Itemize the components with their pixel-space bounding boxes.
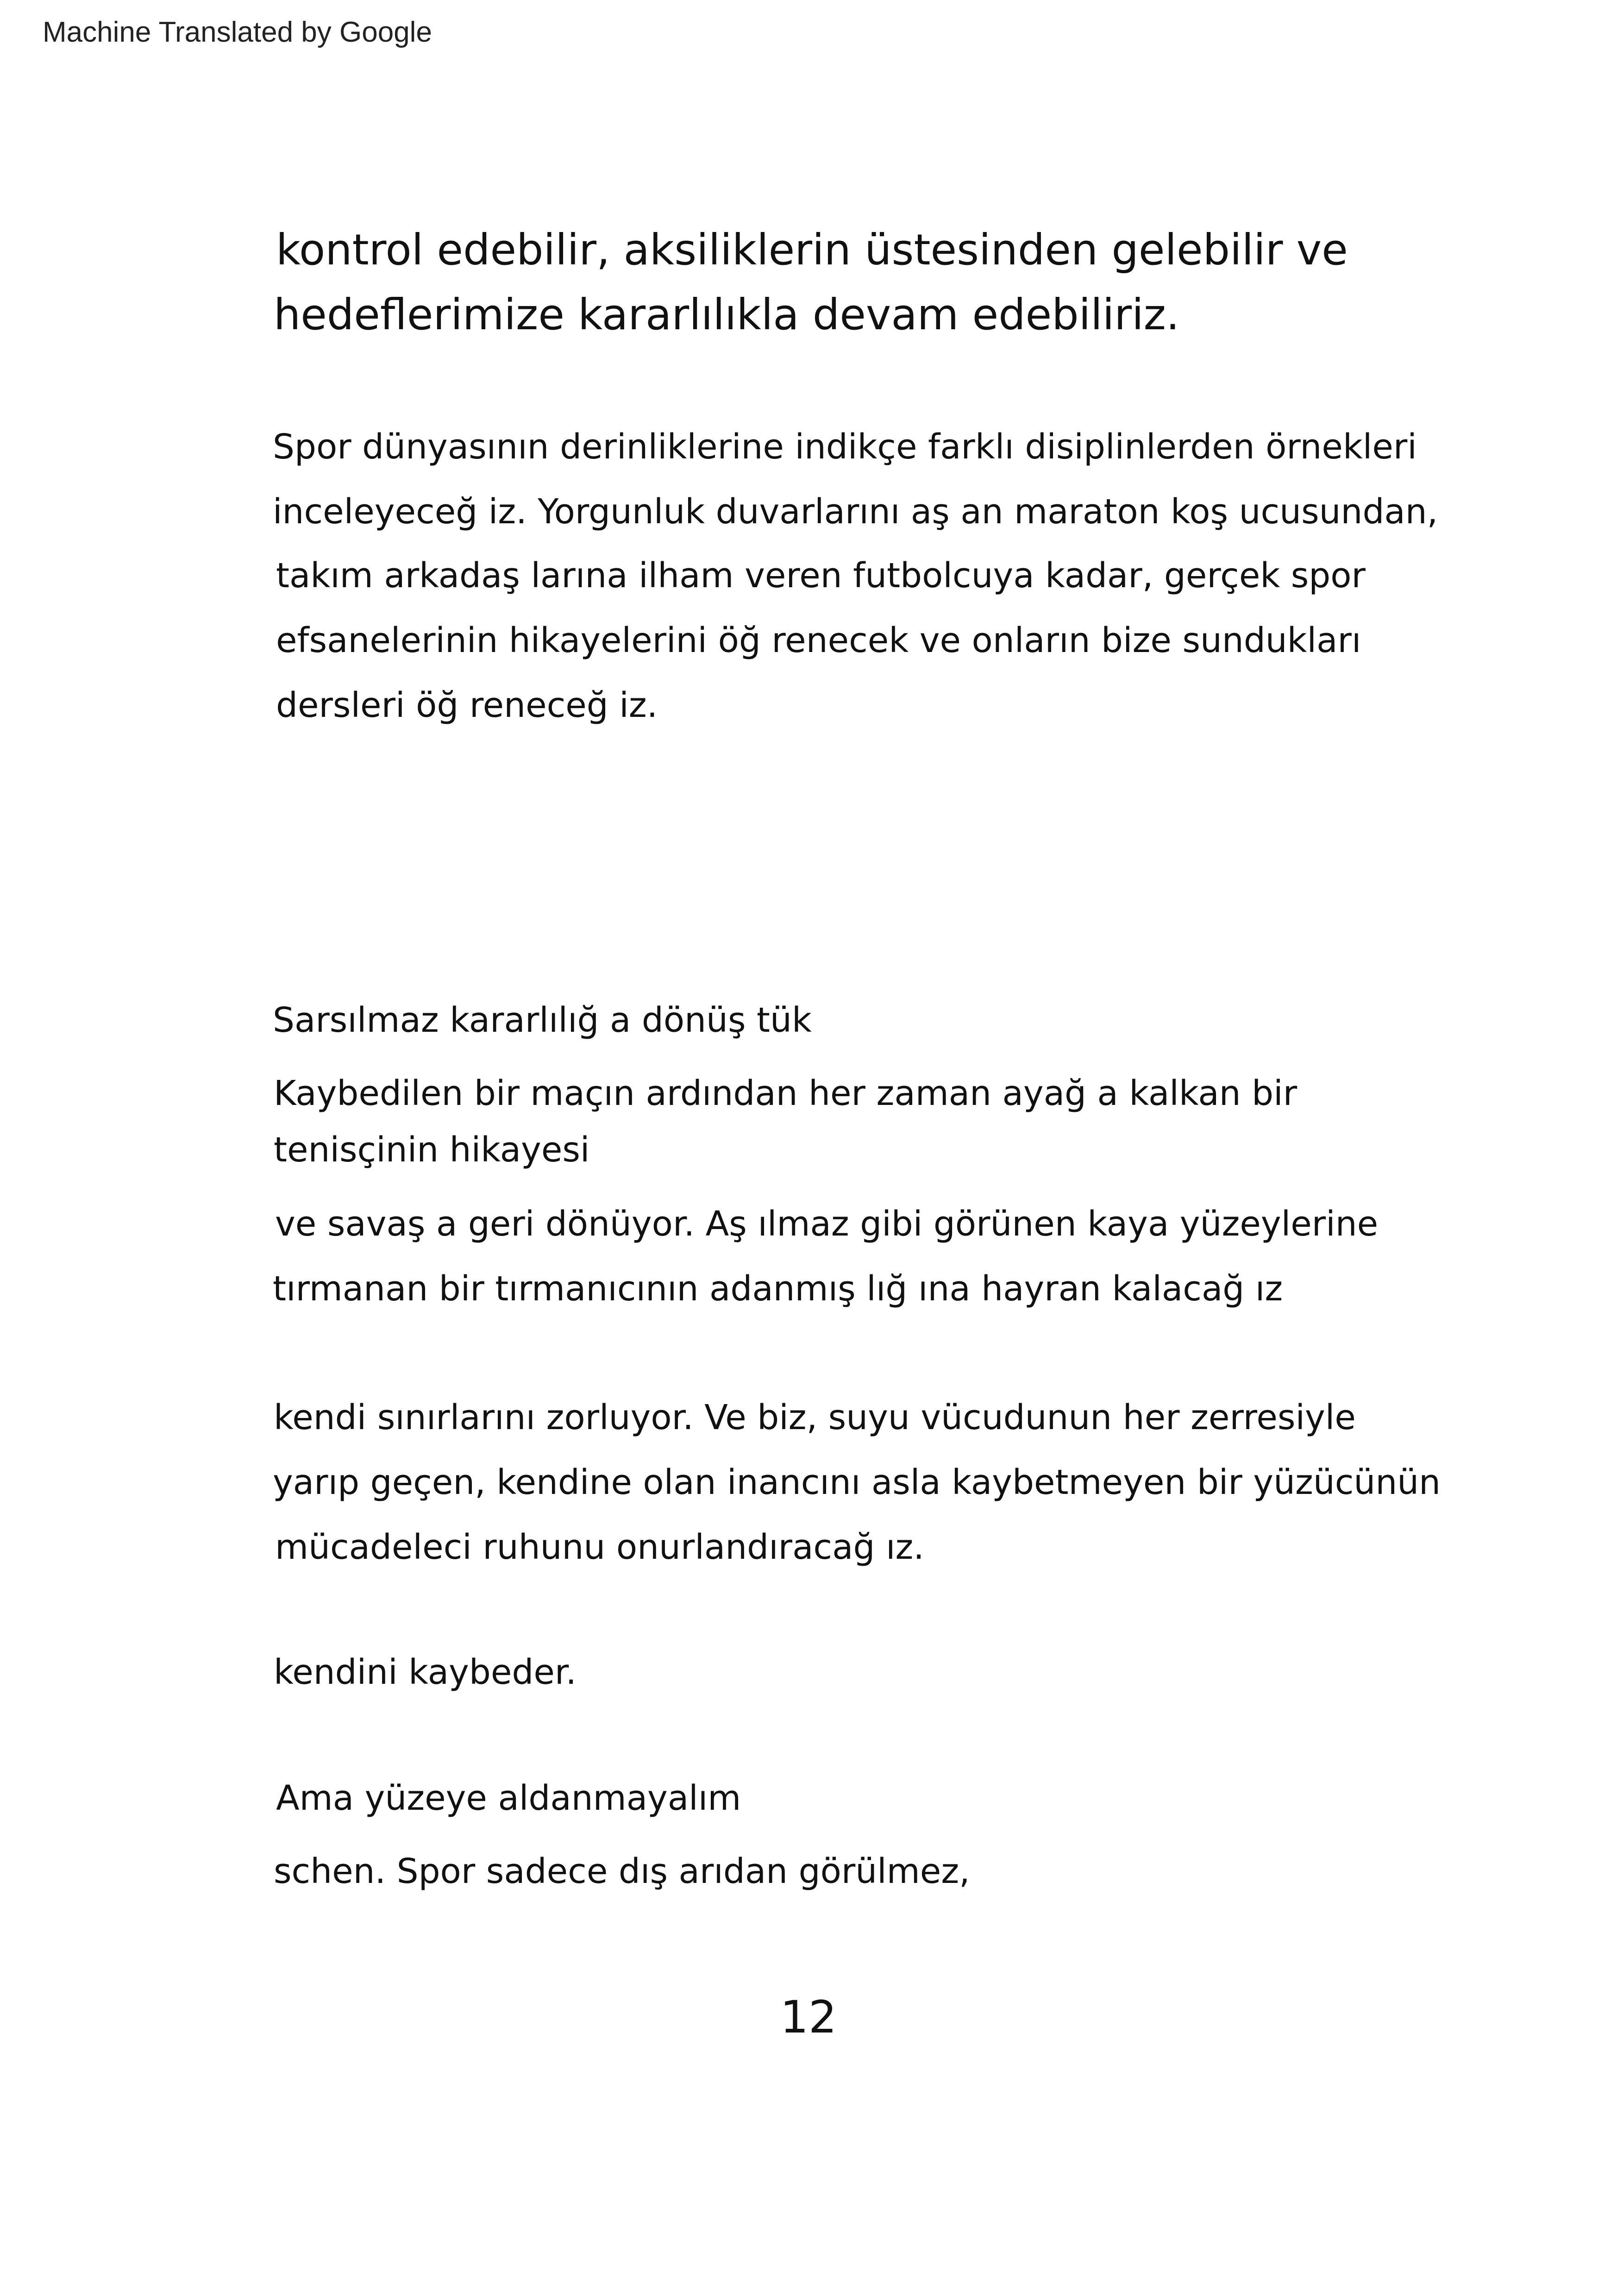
paragraph1-line: efsanelerinin hikayelerini öğ renecek ve onların bize sundukları	[276, 621, 1361, 660]
paragraph2-line: tenisçinin hikayesi	[274, 1130, 590, 1170]
paragraph2-line: ve savaş a geri dönüyor. Aş ılmaz gibi görünen kaya yüzeylerine	[275, 1204, 1379, 1244]
paragraph3-line: mücadeleci ruhunu onurlandıracağ ız.	[275, 1527, 924, 1567]
paragraph1-line: takım arkadaş larına ilham veren futbolcuya kadar, gerçek spor	[276, 556, 1366, 596]
standalone-line: kendini kaybeder.	[274, 1652, 577, 1692]
paragraph3-line: yarıp geçen, kendine olan inancını asla kaybetmeyen bir yüzücünün	[273, 1462, 1441, 1502]
closing-line: schen. Spor sadece dış arıdan görülmez,	[274, 1851, 970, 1891]
intro-line: kontrol edebilir, aksiliklerin üstesinden gelebilir ve	[276, 225, 1348, 275]
paragraph1-line: dersleri öğ reneceğ iz.	[276, 685, 658, 725]
paragraph1-line: Spor dünyasının derinliklerine indikçe farklı disiplinlerden örnekleri	[273, 427, 1417, 467]
paragraph2-line: tırmanan bir tırmanıcının adanmış lığ ına hayran kalacağ ız	[273, 1269, 1283, 1309]
section-heading: Sarsılmaz kararlılığ a dönüş tük	[273, 1000, 812, 1040]
closing-line: Ama yüzeye aldanmayalım	[276, 1778, 741, 1818]
intro-line: hedeflerimize kararlılıkla devam edebiliriz.	[274, 290, 1180, 339]
translation-banner: Machine Translated by Google	[43, 16, 432, 48]
page-number: 12	[780, 1991, 837, 2043]
paragraph2-line: Kaybedilen bir maçın ardından her zaman ayağ a kalkan bir	[274, 1073, 1297, 1113]
paragraph3-line: kendi sınırlarını zorluyor. Ve biz, suyu vücudunun her zerresiyle	[274, 1398, 1356, 1437]
paragraph1-line: inceleyeceğ iz. Yorgunluk duvarlarını aş an maraton koş ucusundan,	[273, 492, 1438, 532]
